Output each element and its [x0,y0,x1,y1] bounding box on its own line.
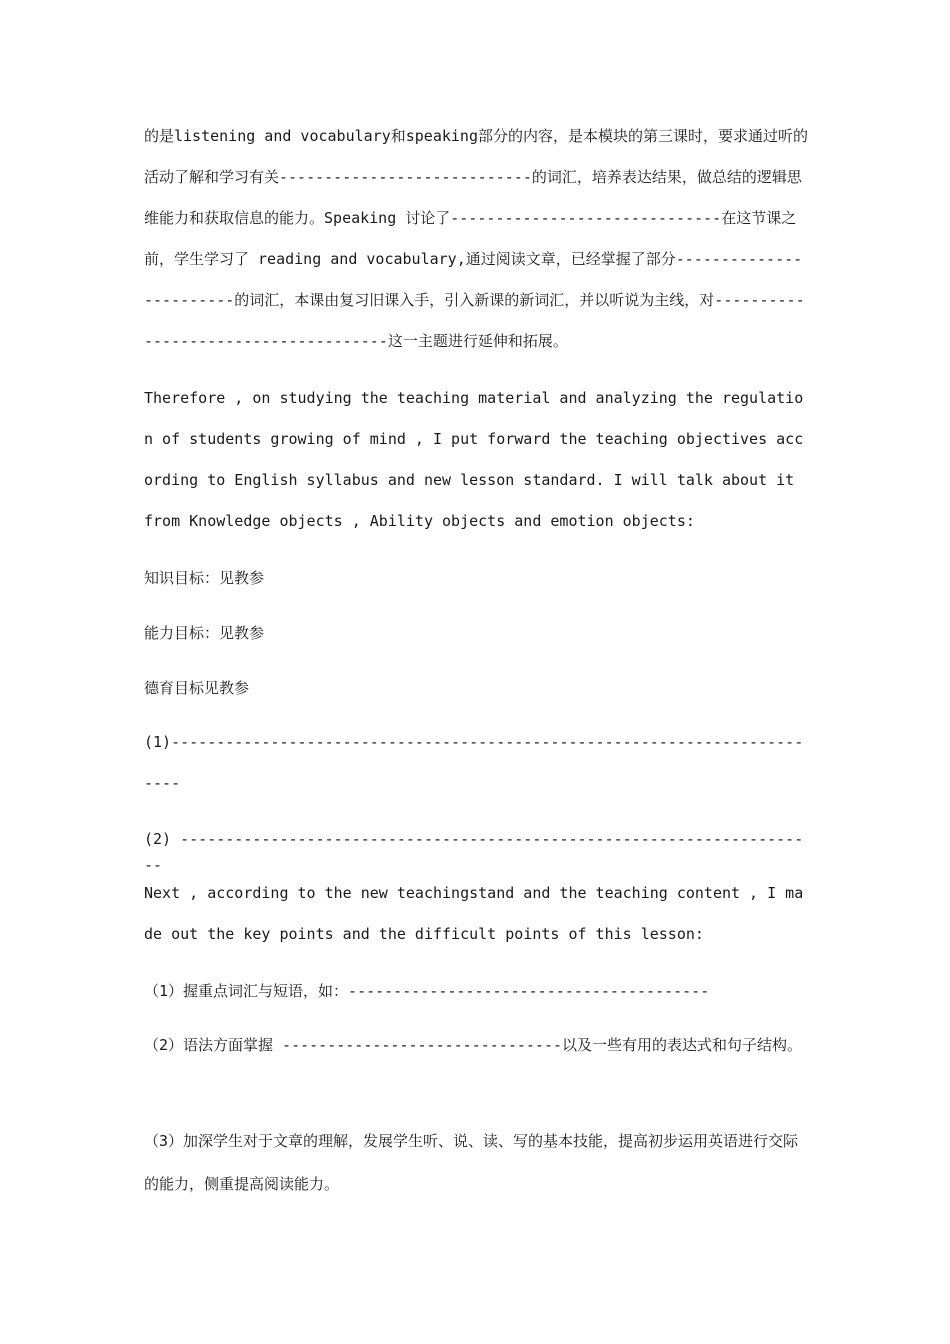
key-point-3: （3）加深学生对于文章的理解，发展学生听、说、读、写的基本技能，提高初步运用英语进行交际的能力，侧重提高阅读能力。 [144,1132,799,1193]
key-point-2: （2）语法方面掌握 -------------------------------以及一些有用的表达式和句子结构。 [144,1036,803,1054]
ability-goal: 能力目标：见教参 [144,624,265,642]
item-1: (1)-------------------------------------------------------------------------- [144,733,804,792]
item-2: (2) ----------------------------------------------------------------------- [144,830,804,874]
knowledge-goal: 知识目标：见教参 [144,569,265,587]
next-paragraph: Next , according to the new teachingstand and the teaching content , I made out the key points and the difficult points of this lesson: [144,884,804,943]
key-point-1: （1）握重点词汇与短语，如：---------------------------------------- [144,982,710,1000]
therefore-paragraph: Therefore , on studying the teaching material and analyzing the regulation of students growing of mind , I put forward the teaching objectives according to English syllabus and new lesson standard. I will talk about it from Knowledge objects , Ability objects and emotion objects: [144,389,804,530]
moral-goal: 德育目标见教参 [144,679,250,697]
intro-paragraph: 的是listening and vocabulary和speaking部分的内容，是本模块的第三课时，要求通过听的活动了解和学习有关----------------------------的词汇，培养表达结果，做总结的逻辑思维能力和获取信息的能力。Speaking 讨论了------------------------------在这节课之前，学生学习了 reading and vocabulary,通过阅读文章，已经掌握了部分------------------------的词汇，本课由复习旧课入手，引入新课的新词汇，并以听说为主线，对-------------------------------------这一主题进行延伸和拓展。 [144,127,808,350]
